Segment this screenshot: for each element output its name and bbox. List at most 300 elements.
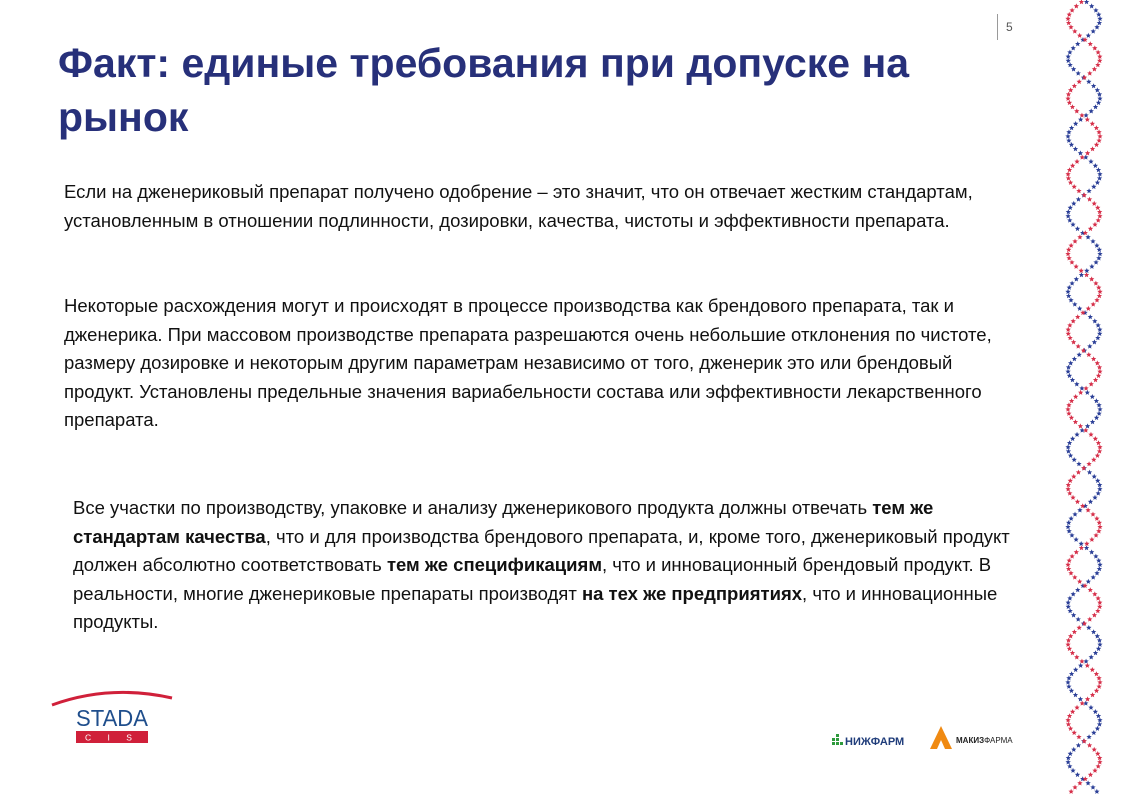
- helix-star-blue: [1076, 743, 1081, 748]
- helix-star-red: [1097, 289, 1102, 294]
- makiz-wordmark: МАКИЗФАРМА: [956, 736, 1013, 745]
- helix-star-red: [1067, 558, 1072, 563]
- helix-star-red: [1073, 419, 1078, 424]
- helix-star-red: [1079, 113, 1084, 118]
- helix-star-red: [1091, 356, 1096, 361]
- helix-star-red: [1094, 688, 1099, 693]
- helix-star-blue: [1066, 365, 1071, 370]
- helix-star-blue: [1066, 528, 1071, 533]
- helix-star-red: [1068, 726, 1073, 731]
- emphasis-quality-standards: тем же стандартам качества: [73, 497, 934, 547]
- helix-star-red: [1089, 537, 1094, 542]
- helix-star-blue: [1067, 608, 1072, 613]
- helix-star-blue: [1065, 444, 1070, 449]
- helix-star-blue: [1071, 201, 1076, 206]
- helix-star-blue: [1078, 150, 1083, 155]
- helix-star-red: [1093, 436, 1098, 441]
- helix-star-red: [1092, 591, 1097, 596]
- helix-star-red: [1092, 747, 1097, 752]
- helix-star-blue: [1091, 184, 1096, 189]
- helix-star-red: [1078, 390, 1083, 395]
- helix-star-blue: [1086, 33, 1091, 38]
- helix-star-blue: [1079, 541, 1084, 546]
- helix-star-red: [1068, 87, 1073, 92]
- helix-star-red: [1097, 524, 1102, 529]
- helix-star-red: [1076, 734, 1081, 739]
- helix-star-blue: [1094, 24, 1099, 29]
- helix-star-blue: [1075, 226, 1080, 231]
- stada-cis-text: C I S: [85, 732, 139, 743]
- helix-star-red: [1075, 499, 1080, 504]
- paragraph-standards: [73, 494, 1013, 637]
- helix-star-blue: [1085, 423, 1090, 428]
- helix-star-red: [1071, 318, 1076, 323]
- helix-star-blue: [1096, 491, 1101, 496]
- helix-star-blue: [1097, 566, 1102, 571]
- helix-star-blue: [1068, 297, 1073, 302]
- helix-star-red: [1097, 209, 1102, 214]
- helix-star-red: [1078, 423, 1083, 428]
- helix-star-blue: [1096, 12, 1101, 17]
- helix-star-red: [1076, 188, 1081, 193]
- helix-star-red: [1079, 0, 1084, 4]
- helix-star-red: [1086, 306, 1091, 311]
- helix-star-blue: [1089, 108, 1094, 113]
- emphasis-specifications: тем же спецификациям: [386, 554, 603, 576]
- helix-star-red: [1094, 671, 1099, 676]
- helix-star-red: [1097, 759, 1102, 764]
- helix-star-red: [1066, 92, 1071, 97]
- helix-star-red: [1096, 675, 1101, 680]
- helix-star-blue: [1066, 675, 1071, 680]
- helix-star-red: [1091, 302, 1096, 307]
- helix-star-blue: [1087, 344, 1092, 349]
- helix-star-red: [1077, 33, 1082, 38]
- helix-star-red: [1066, 255, 1071, 260]
- helix-star-blue: [1091, 83, 1096, 88]
- helix-star-red: [1096, 440, 1101, 445]
- helix-star-red: [1097, 54, 1102, 59]
- helix-star-red: [1072, 184, 1077, 189]
- helix-star-red: [1065, 642, 1070, 647]
- helix-star-blue: [1065, 213, 1070, 218]
- helix-star-red: [1075, 314, 1080, 319]
- helix-star-blue: [1069, 671, 1074, 676]
- helix-star-red: [1070, 163, 1075, 168]
- text-segment: , что и для производства брендового препарата, и, кроме того, дженериковый продукт должен абсолютно соответствовать: [73, 525, 1010, 576]
- helix-star-blue: [1097, 482, 1102, 487]
- helix-star-red: [1090, 146, 1095, 151]
- helix-star-red: [1087, 617, 1092, 622]
- helix-star-blue: [1096, 167, 1101, 172]
- helix-star-red: [1095, 62, 1100, 67]
- helix-star-blue: [1089, 3, 1094, 8]
- dna-helix-decoration: [1040, 0, 1122, 794]
- makiz-pharma-logo: [928, 722, 1028, 752]
- helix-star-red: [1068, 180, 1073, 185]
- nizhpharm-wordmark: НИЖФАРМ: [845, 736, 905, 748]
- helix-star-blue: [1093, 163, 1098, 168]
- helix-star-blue: [1088, 499, 1093, 504]
- helix-star-red: [1074, 654, 1079, 659]
- helix-star-blue: [1076, 197, 1081, 202]
- helix-star-red: [1068, 633, 1073, 638]
- helix-star-blue: [1097, 486, 1102, 491]
- helix-star-blue: [1097, 251, 1102, 256]
- helix-star-red: [1069, 554, 1074, 559]
- helix-star-blue: [1065, 524, 1070, 529]
- paragraph-approval: Если на дженериковый препарат получено одобрение – это значит, что он отвечает жестким стандартам, установленным в отношении подлинности, дозировки, качества, чистоты и эффективности препарата.: [64, 181, 973, 231]
- helix-star-blue: [1066, 54, 1071, 59]
- helix-star-blue: [1077, 352, 1082, 357]
- stada-swoosh: [52, 692, 172, 705]
- helix-star-red: [1072, 730, 1077, 735]
- helix-star-red: [1092, 768, 1097, 773]
- helix-star-blue: [1085, 780, 1090, 785]
- helix-star-red: [1077, 579, 1082, 584]
- helix-star-blue: [1094, 398, 1099, 403]
- helix-star-red: [1090, 692, 1095, 697]
- helix-star-red: [1092, 222, 1097, 227]
- helix-star-blue: [1077, 507, 1082, 512]
- nizhpharm-logo: [830, 728, 920, 752]
- helix-star-blue: [1068, 205, 1073, 210]
- helix-star-blue: [1083, 113, 1088, 118]
- helix-star-blue: [1096, 713, 1101, 718]
- helix-star-red: [1097, 680, 1102, 685]
- helix-star-red: [1093, 533, 1098, 538]
- helix-star-blue: [1067, 440, 1072, 445]
- helix-star-blue: [1090, 239, 1095, 244]
- helix-star-red: [1066, 20, 1071, 25]
- helix-star-blue: [1093, 260, 1098, 265]
- helix-star-blue: [1090, 419, 1095, 424]
- helix-star-red: [1079, 659, 1084, 664]
- helix-star-red: [1077, 625, 1082, 630]
- helix-star-blue: [1071, 591, 1076, 596]
- helix-star-red: [1083, 386, 1088, 391]
- helix-star-blue: [1068, 360, 1073, 365]
- helix-star-blue: [1077, 306, 1082, 311]
- helix-star-red: [1065, 16, 1070, 21]
- helix-star-blue: [1089, 264, 1094, 269]
- helix-star-blue: [1095, 633, 1100, 638]
- helix-star-blue: [1095, 478, 1100, 483]
- helix-star-blue: [1092, 495, 1097, 500]
- helix-star-red: [1097, 293, 1102, 298]
- helix-star-red: [1067, 167, 1072, 172]
- helix-star-red: [1097, 134, 1102, 139]
- helix-star-blue: [1092, 318, 1097, 323]
- helix-star-blue: [1067, 596, 1072, 601]
- helix-star-blue: [1097, 562, 1102, 567]
- helix-star-blue: [1069, 281, 1074, 286]
- helix-star-red: [1070, 709, 1075, 714]
- helix-star-blue: [1086, 188, 1091, 193]
- helix-star-blue: [1073, 537, 1078, 542]
- helix-star-blue: [1069, 142, 1074, 147]
- helix-star-red: [1067, 491, 1072, 496]
- helix-star-red: [1067, 335, 1072, 340]
- helix-star-blue: [1084, 0, 1089, 4]
- helix-star-red: [1085, 696, 1090, 701]
- helix-star-blue: [1095, 323, 1100, 328]
- helix-star-blue: [1066, 129, 1071, 134]
- helix-star-red: [1094, 516, 1099, 521]
- helix-star-red: [1065, 251, 1070, 256]
- helix-star-blue: [1097, 638, 1102, 643]
- helix-star-red: [1077, 780, 1082, 785]
- helix-star-red: [1089, 381, 1094, 386]
- helix-star-blue: [1067, 62, 1072, 67]
- helix-star-blue: [1085, 390, 1090, 395]
- helix-star-blue: [1094, 570, 1099, 575]
- helix-star-red: [1068, 570, 1073, 575]
- helix-star-red: [1067, 713, 1072, 718]
- helix-star-blue: [1095, 335, 1100, 340]
- helix-star-red: [1071, 474, 1076, 479]
- nizhpharm-dots-icon: [832, 734, 843, 745]
- helix-star-red: [1070, 495, 1075, 500]
- helix-star-blue: [1091, 29, 1096, 34]
- helix-star-blue: [1075, 41, 1080, 46]
- helix-star-blue: [1090, 394, 1095, 399]
- helix-star-blue: [1072, 457, 1077, 462]
- helix-star-blue: [1094, 415, 1099, 420]
- helix-star-blue: [1072, 512, 1077, 517]
- helix-star-red: [1072, 83, 1077, 88]
- helix-star-blue: [1072, 356, 1077, 361]
- helix-star-red: [1065, 486, 1070, 491]
- helix-star-red: [1067, 646, 1072, 651]
- helix-star-blue: [1088, 705, 1093, 710]
- helix-star-red: [1074, 3, 1079, 8]
- helix-star-red: [1088, 432, 1093, 437]
- helix-star-red: [1067, 12, 1072, 17]
- helix-star-red: [1093, 377, 1098, 382]
- helix-star-blue: [1095, 180, 1100, 185]
- helix-star-blue: [1065, 289, 1070, 294]
- helix-star-red: [1096, 684, 1101, 689]
- helix-star-red: [1069, 398, 1074, 403]
- helix-star-red: [1097, 755, 1102, 760]
- helix-star-blue: [1067, 50, 1072, 55]
- helix-star-red: [1073, 264, 1078, 269]
- helix-star-red: [1084, 541, 1089, 546]
- helix-star-blue: [1065, 134, 1070, 139]
- helix-star-red: [1087, 71, 1092, 76]
- helix-star-blue: [1071, 747, 1076, 752]
- helix-star-red: [1090, 667, 1095, 672]
- helix-star-blue: [1096, 411, 1101, 416]
- helix-star-blue: [1087, 470, 1092, 475]
- helix-star-blue: [1086, 579, 1091, 584]
- helix-star-blue: [1097, 247, 1102, 252]
- helix-star-red: [1096, 129, 1101, 134]
- helix-star-red: [1089, 276, 1094, 281]
- helix-star-red: [1065, 717, 1070, 722]
- helix-star-blue: [1069, 688, 1074, 693]
- helix-star-blue: [1065, 369, 1070, 374]
- helix-star-blue: [1092, 474, 1097, 479]
- helix-star-blue: [1083, 659, 1088, 664]
- helix-star-blue: [1089, 654, 1094, 659]
- helix-star-red: [1087, 197, 1092, 202]
- helix-star-blue: [1074, 276, 1079, 281]
- helix-star-red: [1080, 701, 1085, 706]
- helix-star-blue: [1084, 268, 1089, 273]
- helix-star-blue: [1075, 772, 1080, 777]
- text-segment: , что и инновационный брендовый продукт. В реальности, многие дженериковые препараты производят: [73, 554, 992, 604]
- helix-star-blue: [1097, 717, 1102, 722]
- helix-star-red: [1096, 764, 1101, 769]
- helix-star-red: [1097, 213, 1102, 218]
- helix-star-blue: [1074, 381, 1079, 386]
- helix-star-red: [1085, 150, 1090, 155]
- helix-star-red: [1087, 743, 1092, 748]
- helix-star-red: [1088, 41, 1093, 46]
- helix-star-red: [1090, 121, 1095, 126]
- helix-star-blue: [1068, 453, 1073, 458]
- helix-star-blue: [1067, 373, 1072, 378]
- helix-star-red: [1077, 234, 1082, 239]
- helix-star-blue: [1065, 759, 1070, 764]
- helix-star-blue: [1068, 751, 1073, 756]
- helix-star-blue: [1095, 87, 1100, 92]
- helix-star-red: [1069, 260, 1074, 265]
- helix-star-red: [1065, 171, 1070, 176]
- text-segment: , что и инновационные продукты.: [73, 582, 998, 633]
- helix-star-red: [1095, 205, 1100, 210]
- emphasis-same-plants: на тех же предприятиях: [581, 582, 803, 604]
- helix-star-blue: [1088, 314, 1093, 319]
- helix-star-blue: [1086, 625, 1091, 630]
- helix-star-red: [1065, 562, 1070, 567]
- helix-star-red: [1068, 789, 1073, 794]
- helix-star-blue: [1069, 125, 1074, 130]
- helix-star-blue: [1091, 629, 1096, 634]
- helix-star-red: [1066, 327, 1071, 332]
- helix-star-blue: [1093, 554, 1098, 559]
- helix-star-red: [1070, 650, 1075, 655]
- helix-star-red: [1097, 369, 1102, 374]
- helix-star-red: [1067, 323, 1072, 328]
- helix-star-red: [1088, 772, 1093, 777]
- helix-star-red: [1065, 96, 1070, 101]
- slide-title: Факт: единые требования при допуске на рынок: [58, 40, 910, 140]
- helix-star-red: [1074, 108, 1079, 113]
- helix-star-red: [1094, 297, 1099, 302]
- helix-star-blue: [1072, 302, 1077, 307]
- helix-star-red: [1088, 587, 1093, 592]
- helix-star-blue: [1097, 92, 1102, 97]
- helix-star-red: [1068, 478, 1073, 483]
- helix-star-red: [1074, 159, 1079, 164]
- paragraph-variations: Некоторые расхождения могут и происходят в процессе производства как брендового препарата, так и дженерика. При массовом производстве препарата разрешаются очень небольшие отклонения по чистоте, размеру дозировке и некоторым другим параметрам независимо от того, дженерик это или брендовый продукт. Установлены предельные значения вариабельности состава или эффективности лекарственного препарата.: [64, 295, 992, 431]
- helix-star-red: [1092, 45, 1097, 50]
- helix-star-blue: [1066, 138, 1071, 143]
- helix-star-blue: [1096, 402, 1101, 407]
- helix-star-blue: [1076, 617, 1081, 622]
- helix-star-blue: [1066, 209, 1071, 214]
- helix-star-blue: [1079, 386, 1084, 391]
- helix-star-blue: [1093, 709, 1098, 714]
- helix-star-red: [1073, 394, 1078, 399]
- helix-star-red: [1096, 373, 1101, 378]
- helix-star-blue: [1067, 218, 1072, 223]
- helix-star-blue: [1073, 692, 1078, 697]
- helix-star-red: [1067, 100, 1072, 105]
- helix-star-blue: [1073, 121, 1078, 126]
- helix-star-blue: [1076, 461, 1081, 466]
- helix-star-red: [1094, 125, 1099, 130]
- helix-star-red: [1069, 8, 1074, 13]
- helix-star-red: [1085, 117, 1090, 122]
- helix-star-red: [1097, 365, 1102, 370]
- helix-star-red: [1079, 268, 1084, 273]
- helix-star-red: [1074, 705, 1079, 710]
- helix-star-red: [1094, 142, 1099, 147]
- helix-star-blue: [1096, 255, 1101, 260]
- helix-star-red: [1096, 528, 1101, 533]
- helix-star-red: [1095, 596, 1100, 601]
- helix-star-red: [1086, 352, 1091, 357]
- helix-star-blue: [1093, 650, 1098, 655]
- helix-star-red: [1086, 461, 1091, 466]
- helix-star-red: [1097, 600, 1102, 605]
- helix-star-blue: [1078, 663, 1083, 668]
- helix-star-blue: [1093, 8, 1098, 13]
- helix-star-red: [1072, 785, 1077, 790]
- helix-star-red: [1097, 444, 1102, 449]
- helix-star-red: [1066, 482, 1071, 487]
- helix-star-blue: [1088, 159, 1093, 164]
- helix-star-red: [1068, 24, 1073, 29]
- helix-star-red: [1096, 138, 1101, 143]
- helix-star-blue: [1097, 642, 1102, 647]
- helix-star-blue: [1086, 79, 1091, 84]
- page-number: 5: [1006, 20, 1013, 34]
- helix-star-blue: [1097, 407, 1102, 412]
- helix-star-blue: [1069, 533, 1074, 538]
- helix-star-blue: [1065, 680, 1070, 685]
- helix-star-red: [1072, 575, 1077, 580]
- helix-star-blue: [1078, 696, 1083, 701]
- helix-star-blue: [1078, 117, 1083, 122]
- helix-star-blue: [1097, 96, 1102, 101]
- helix-star-blue: [1094, 789, 1099, 794]
- helix-star-blue: [1066, 293, 1071, 298]
- helix-star-blue: [1097, 327, 1102, 332]
- helix-star-blue: [1066, 684, 1071, 689]
- helix-star-red: [1066, 566, 1071, 571]
- helix-star-red: [1065, 407, 1070, 412]
- helix-star-red: [1072, 239, 1077, 244]
- helix-star-blue: [1094, 243, 1099, 248]
- helix-star-red: [1095, 751, 1100, 756]
- helix-star-red: [1066, 247, 1071, 252]
- helix-star-blue: [1071, 45, 1076, 50]
- helix-star-blue: [1096, 100, 1101, 105]
- helix-star-blue: [1097, 20, 1102, 25]
- helix-star-blue: [1068, 516, 1073, 521]
- helix-star-red: [1085, 507, 1090, 512]
- helix-star-blue: [1066, 520, 1071, 525]
- helix-star-blue: [1089, 549, 1094, 554]
- helix-star-blue: [1066, 600, 1071, 605]
- helix-star-red: [1097, 520, 1102, 525]
- helix-star-red: [1072, 629, 1077, 634]
